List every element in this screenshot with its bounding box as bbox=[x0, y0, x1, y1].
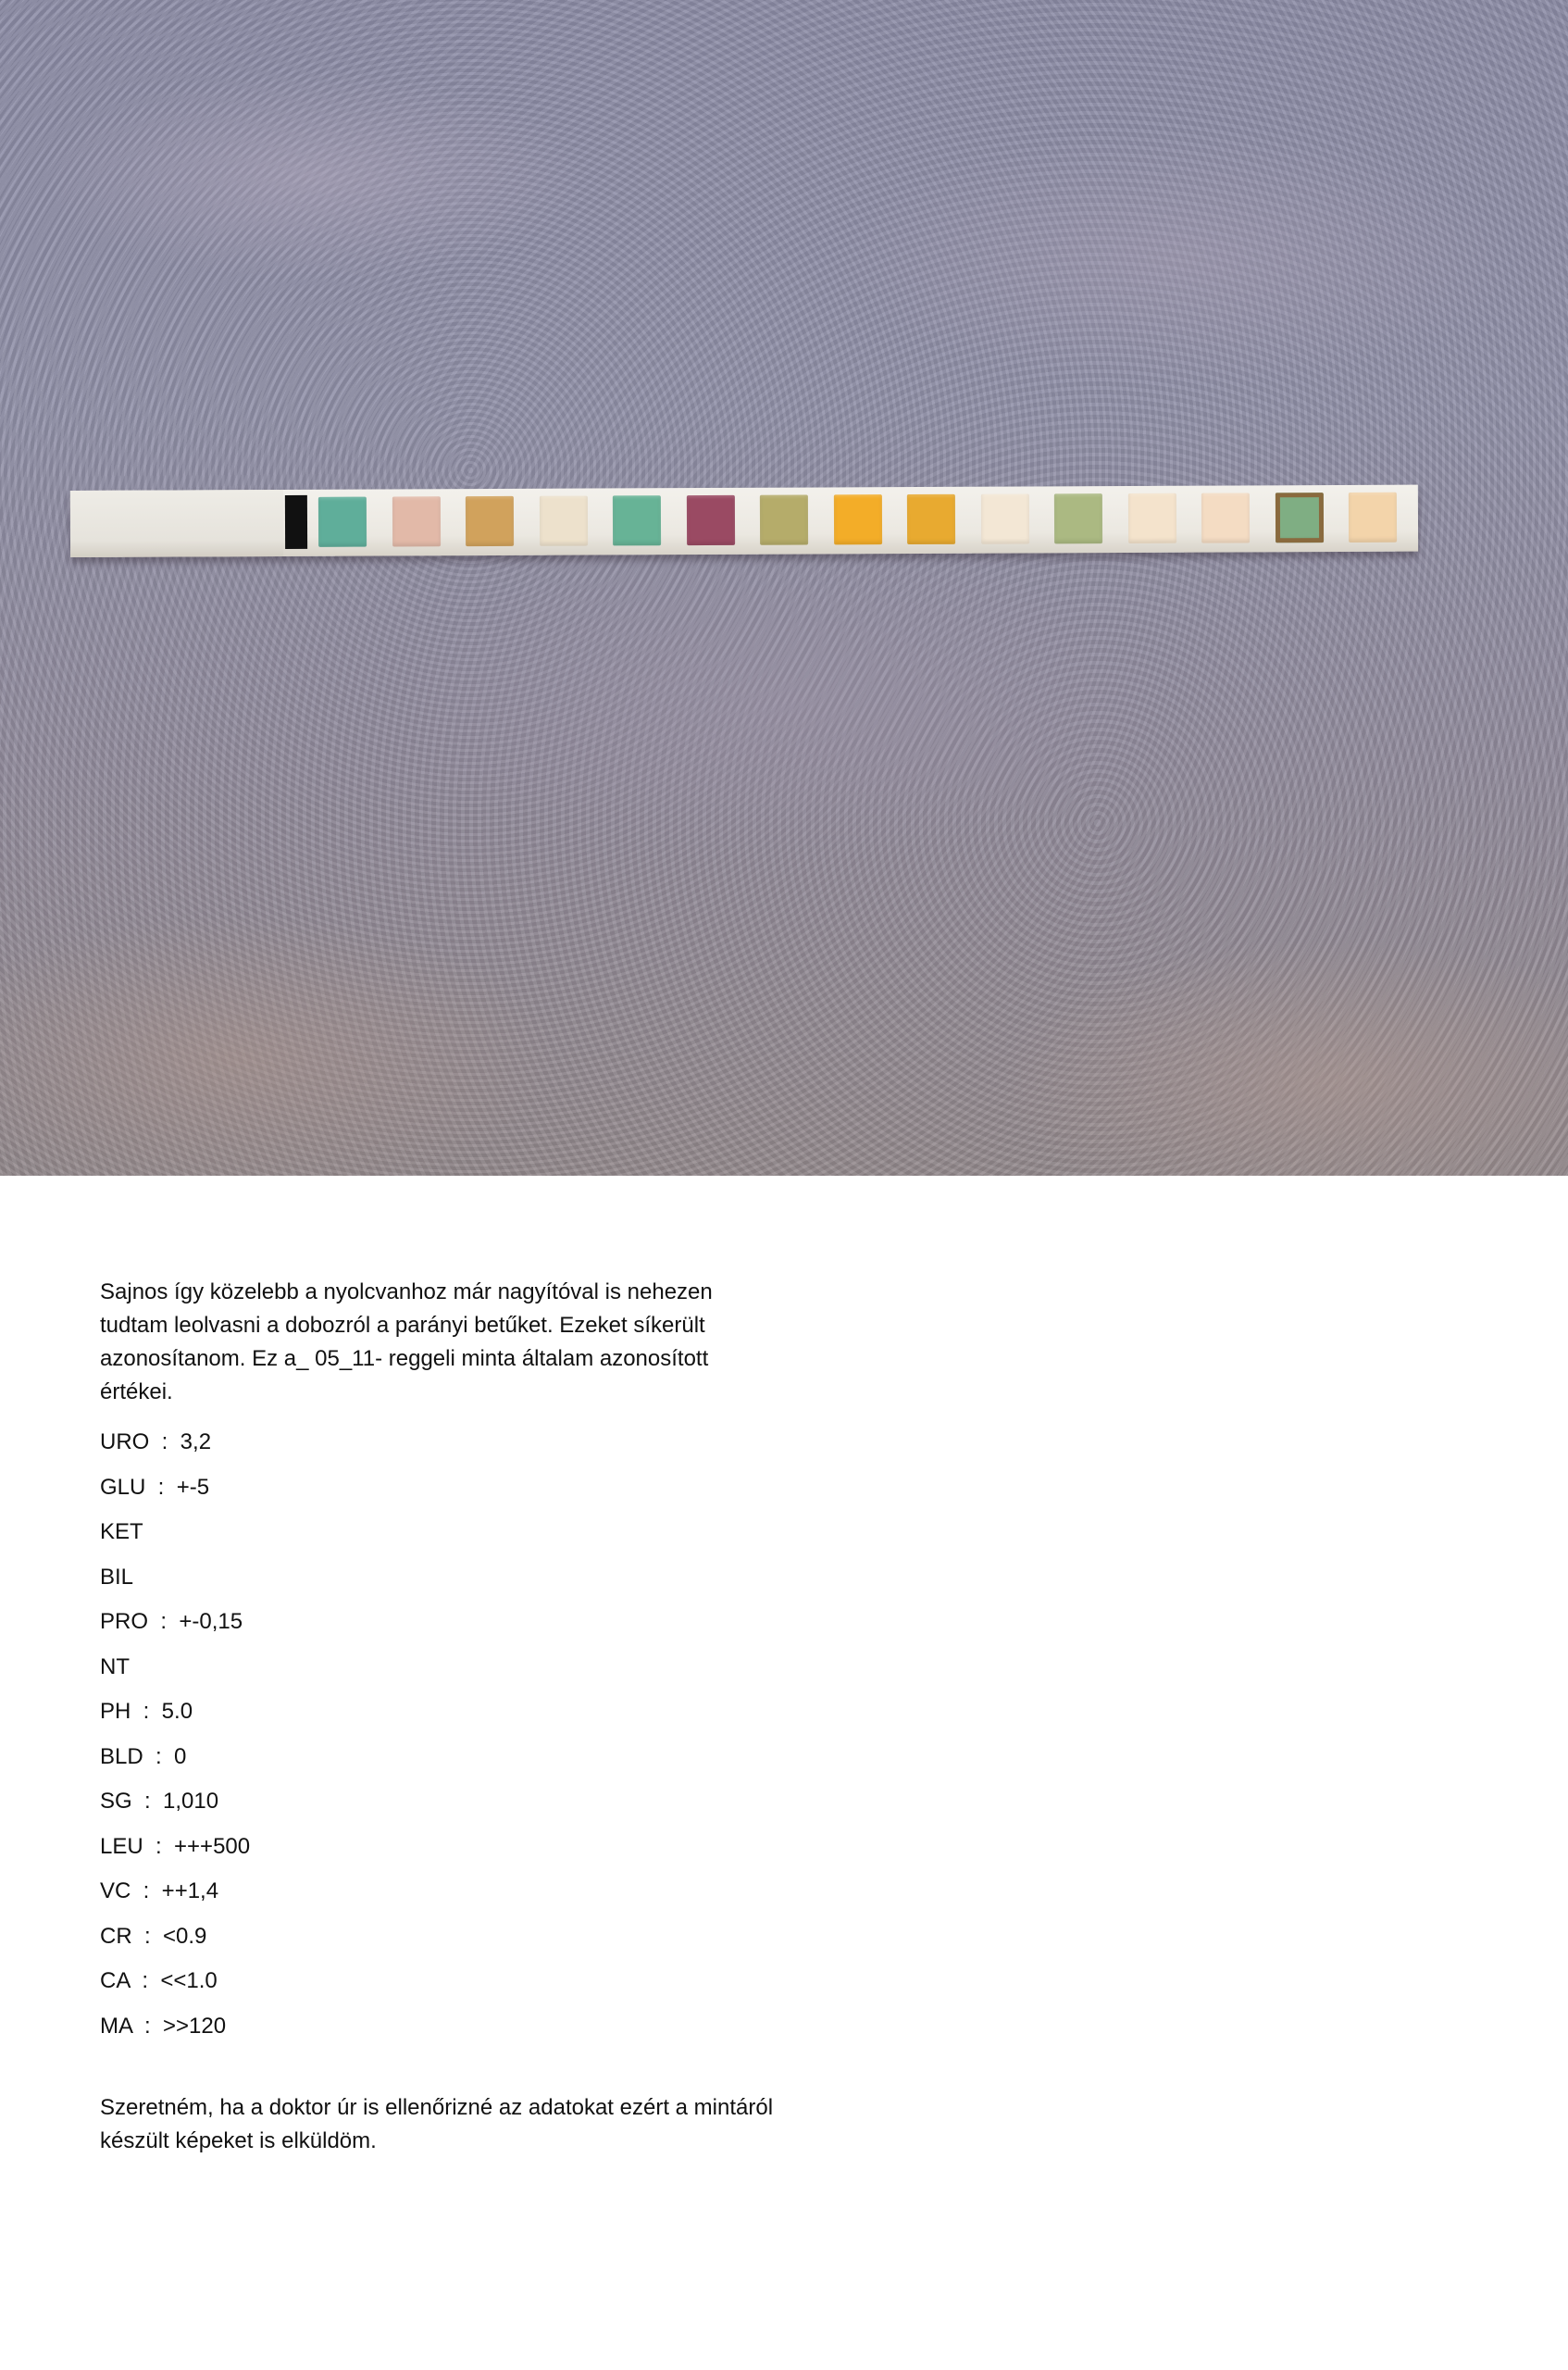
reading-pro: PRO : +-0,15 bbox=[100, 1609, 243, 1634]
reading-ph: PH : 5.0 bbox=[100, 1699, 193, 1724]
reading-ma: MA : >>120 bbox=[100, 2013, 227, 2039]
strip-pad bbox=[833, 494, 881, 544]
strip-pad bbox=[466, 496, 514, 546]
reading-uro: URO : 3,2 bbox=[100, 1429, 212, 1454]
strip-pad bbox=[1349, 493, 1397, 543]
strip-pad bbox=[980, 493, 1028, 543]
strip-black-band bbox=[285, 495, 307, 549]
reading-cr: CR : <0.9 bbox=[100, 1923, 207, 1949]
outro-paragraph: Szeretném, ha a doktor úr is ellenőrizné az adatokat ezért a mintáról készült képeket is elküldöm. bbox=[100, 2095, 774, 2153]
reading-glu: GLU : +-5 bbox=[100, 1474, 210, 1500]
strip-pad bbox=[1127, 493, 1176, 543]
strip-pad bbox=[613, 495, 661, 545]
strip-pad bbox=[686, 495, 734, 545]
reading-vc: VC : ++1,4 bbox=[100, 1878, 219, 1903]
strip-pad bbox=[1201, 493, 1250, 543]
strip-pad bbox=[907, 494, 955, 544]
strip-handle bbox=[70, 490, 283, 557]
strip-pad bbox=[760, 495, 808, 545]
test-strip-photo bbox=[0, 0, 1568, 1176]
strip-pad bbox=[1275, 493, 1323, 543]
reading-ket: KET bbox=[100, 1519, 143, 1544]
strip-pad bbox=[392, 496, 440, 546]
reading-ca: CA : <<1.0 bbox=[100, 1968, 218, 1993]
reading-bld: BLD : 0 bbox=[100, 1743, 187, 1769]
reading-leu: LEU : +++500 bbox=[100, 1833, 251, 1859]
reading-sg: SG : 1,010 bbox=[100, 1789, 219, 1814]
strip-pad bbox=[318, 497, 367, 547]
intro-paragraph: Sajnos így közelebb a nyolcvanhoz már nagyítóval is nehezen tudtam leolvasni a dobozról a parányi betűket. Ezeket síkerült azonosítanom. Ez a_ 05_11- reggeli minta általam azonosított értékei. bbox=[100, 1279, 713, 1404]
reading-nt: NT bbox=[100, 1653, 130, 1679]
reading-list bbox=[100, 1420, 785, 2049]
document-text bbox=[100, 1276, 785, 2158]
reading-bil: BIL bbox=[100, 1564, 134, 1590]
urine-test-strip bbox=[70, 485, 1418, 557]
strip-pad bbox=[539, 496, 587, 546]
strip-pad bbox=[1054, 493, 1102, 543]
